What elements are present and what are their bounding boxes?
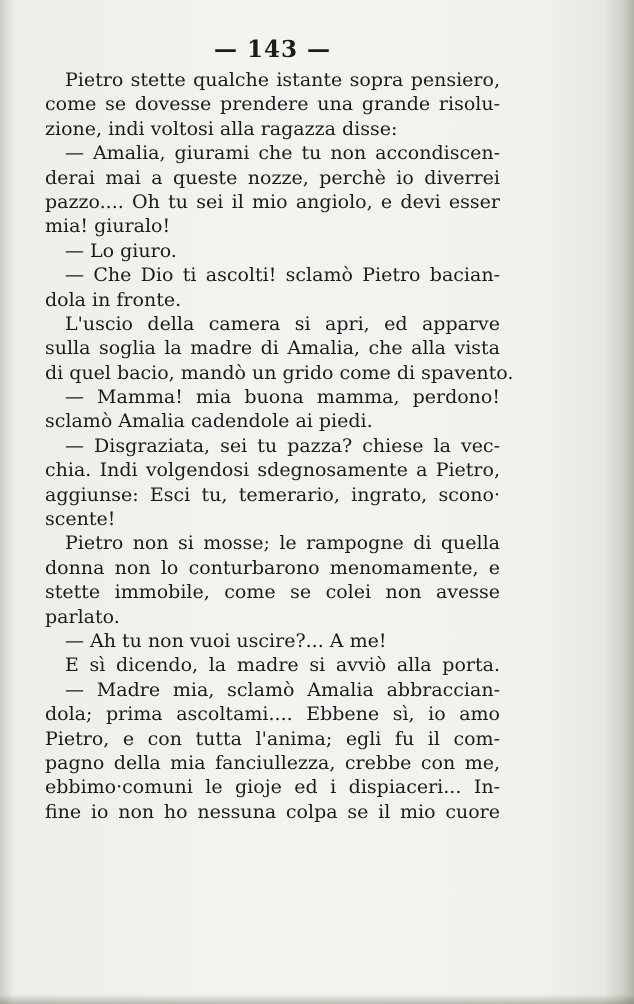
text-line: — Che Dio ti ascolti! sclamò Pietro bacian-: [65, 264, 500, 287]
text-line: chia. Indi volgendosi sdegnosamente a Pietro,: [45, 459, 500, 482]
text-line: sclamò Amalia cadendole ai piedi.: [45, 410, 373, 433]
page-left-shadow: [0, 0, 14, 1004]
text-line: Pietro non si mosse; le rampogne di quella: [65, 532, 500, 555]
page-number-header: — 143 —: [213, 36, 332, 63]
text-line: dola; prima ascoltami.... Ebbene sì, io amo: [45, 703, 500, 726]
text-line: sulla soglia la madre di Amalia, che alla vista: [45, 337, 500, 360]
text-line: Pietro, e con tutta l'anima; egli fu il com-: [45, 727, 500, 750]
text-line: Pietro stette qualche istante sopra pensiero,: [65, 69, 500, 91]
text-line: — Ah tu non vuoi uscire?... A me!: [65, 629, 387, 652]
text-line: donna non lo conturbarono menomamente, e: [45, 556, 500, 579]
text-line: mia! giuralo!: [45, 215, 171, 238]
text-line: — Amalia, giurami che tu non accondiscen-: [65, 142, 500, 165]
text-line: derai mai a queste nozze, perchè io diverrei: [45, 166, 500, 189]
text-line: aggiunse: Esci tu, temerario, ingrato, scono·: [45, 483, 500, 506]
text-line: di quel bacio, mandò un grido come di spavento.: [45, 361, 514, 384]
text-line: dola in fronte.: [45, 288, 182, 311]
text-line: pazzo.... Oh tu sei il mio angiolo, e devi esser: [45, 190, 500, 213]
text-line: — Disgraziata, sei tu pazza? chiese la vec-: [65, 434, 500, 457]
page-bottom-shadow: [0, 994, 634, 1004]
text-line: pagno della mia fanciullezza, crebbe con me,: [45, 751, 500, 774]
text-line: parlato.: [45, 605, 120, 628]
text-line: stette immobile, come se colei non avesse: [45, 581, 500, 604]
text-line: fine io non ho nessuna colpa se il mio cuore: [45, 800, 500, 823]
body-text: [45, 68, 514, 824]
text-line: come se dovesse prendere una grande risolu-: [45, 93, 500, 116]
text-line: scente!: [45, 508, 116, 531]
text-line: E sì dicendo, la madre si avviò alla porta.: [65, 654, 500, 677]
text-line: — Mamma! mia buona mamma, perdono!: [65, 386, 500, 409]
text-line: ebbimo·comuni le gioje ed i dispiaceri... In-: [45, 776, 500, 799]
page-right-shadow: [604, 0, 634, 1004]
text-line: — Lo giuro.: [65, 239, 177, 262]
text-line: L'uscio della camera si apri, ed apparve: [65, 312, 500, 335]
text-line: zione, indi voltosi alla ragazza disse:: [45, 117, 398, 140]
text-line: — Madre mia, sclamò Amalia abbraccian-: [65, 678, 500, 701]
